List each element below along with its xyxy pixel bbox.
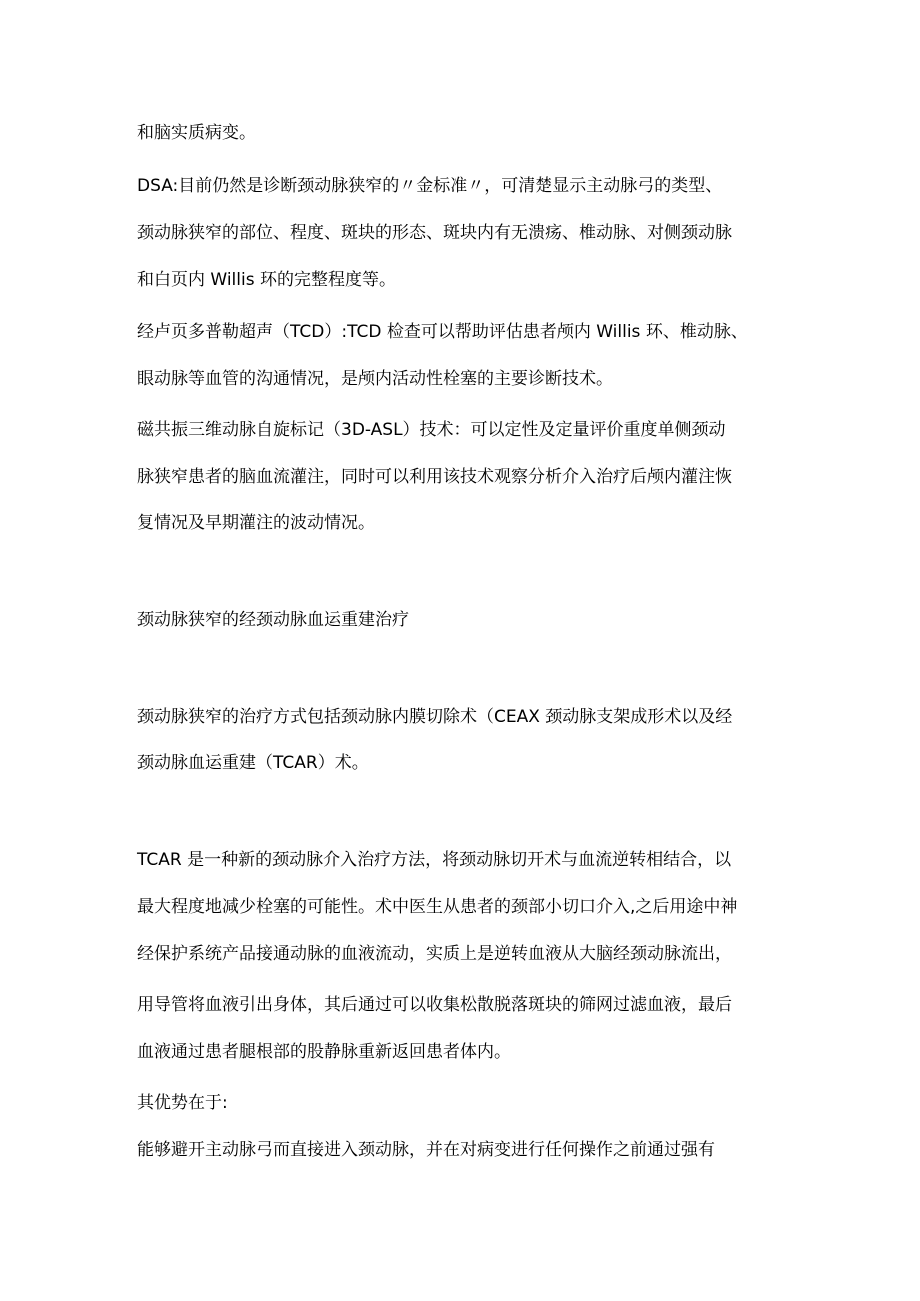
text-line: 颈动脉狭窄的部位、程度、斑块的形态、斑块内有无溃疡、椎动脉、对侧颈动脉 (137, 223, 732, 243)
text-line: 脉狭窄患者的脑血流灌注，同时可以利用该技术观察分析介入治疗后颅内灌注恢 (137, 467, 732, 487)
text-line: 眼动脉等血管的沟通情况，是颅内活动性栓塞的主要诊断技术。 (137, 369, 613, 389)
text-line: 用导管将血液引出身体，其后通过可以收集松散脱落斑块的筛网过滤血液，最后 (137, 995, 732, 1015)
text-line: DSA:目前仍然是诊断颈动脉狭窄的〃金标准〃，可清楚显示主动脉弓的类型、 (137, 176, 723, 196)
text-line: 经保护系统产品接通动脉的血液流动，实质上是逆转血液从大脑经颈动脉流出， (137, 944, 732, 964)
text-line: 血液通过患者腿根部的股静脉重新返回患者体内。 (137, 1042, 511, 1062)
text-line: 磁共振三维动脉自旋标记（3D-ASL）技术：可以定性及定量评价重度单侧颈动 (137, 420, 726, 440)
text-line: 最大程度地减少栓塞的可能性。术中医生从患者的颈部小切口介入,之后用途中神 (137, 897, 738, 917)
text-line: 和脑实质病变。 (137, 123, 256, 143)
text-line: 能够避开主动脉弓而直接进入颈动脉，并在对病变进行任何操作之前通过强有 (137, 1140, 715, 1160)
text-line: 其优势在于: (137, 1093, 228, 1113)
text-line: 颈动脉血运重建（TCAR）术。 (137, 753, 369, 773)
text-line: 经卢页多普勒超声（TCD）:TCD 检查可以帮助评估患者颅内 Willis 环、椎动脉、 (137, 322, 748, 342)
text-line: 和白页内 Willis 环的完整程度等。 (137, 270, 396, 290)
text-line: 颈动脉狭窄的治疗方式包括颈动脉内膜切除术（CEAX 颈动脉支架成形术以及经 (137, 707, 733, 727)
section-heading: 颈动脉狭窄的经颈动脉血运重建治疗 (137, 610, 409, 630)
text-line: TCAR 是一种新的颈动脉介入治疗方法，将颈动脉切开术与血流逆转相结合，以 (137, 850, 732, 870)
text-line: 复情况及早期灌注的波动情况。 (137, 513, 375, 533)
